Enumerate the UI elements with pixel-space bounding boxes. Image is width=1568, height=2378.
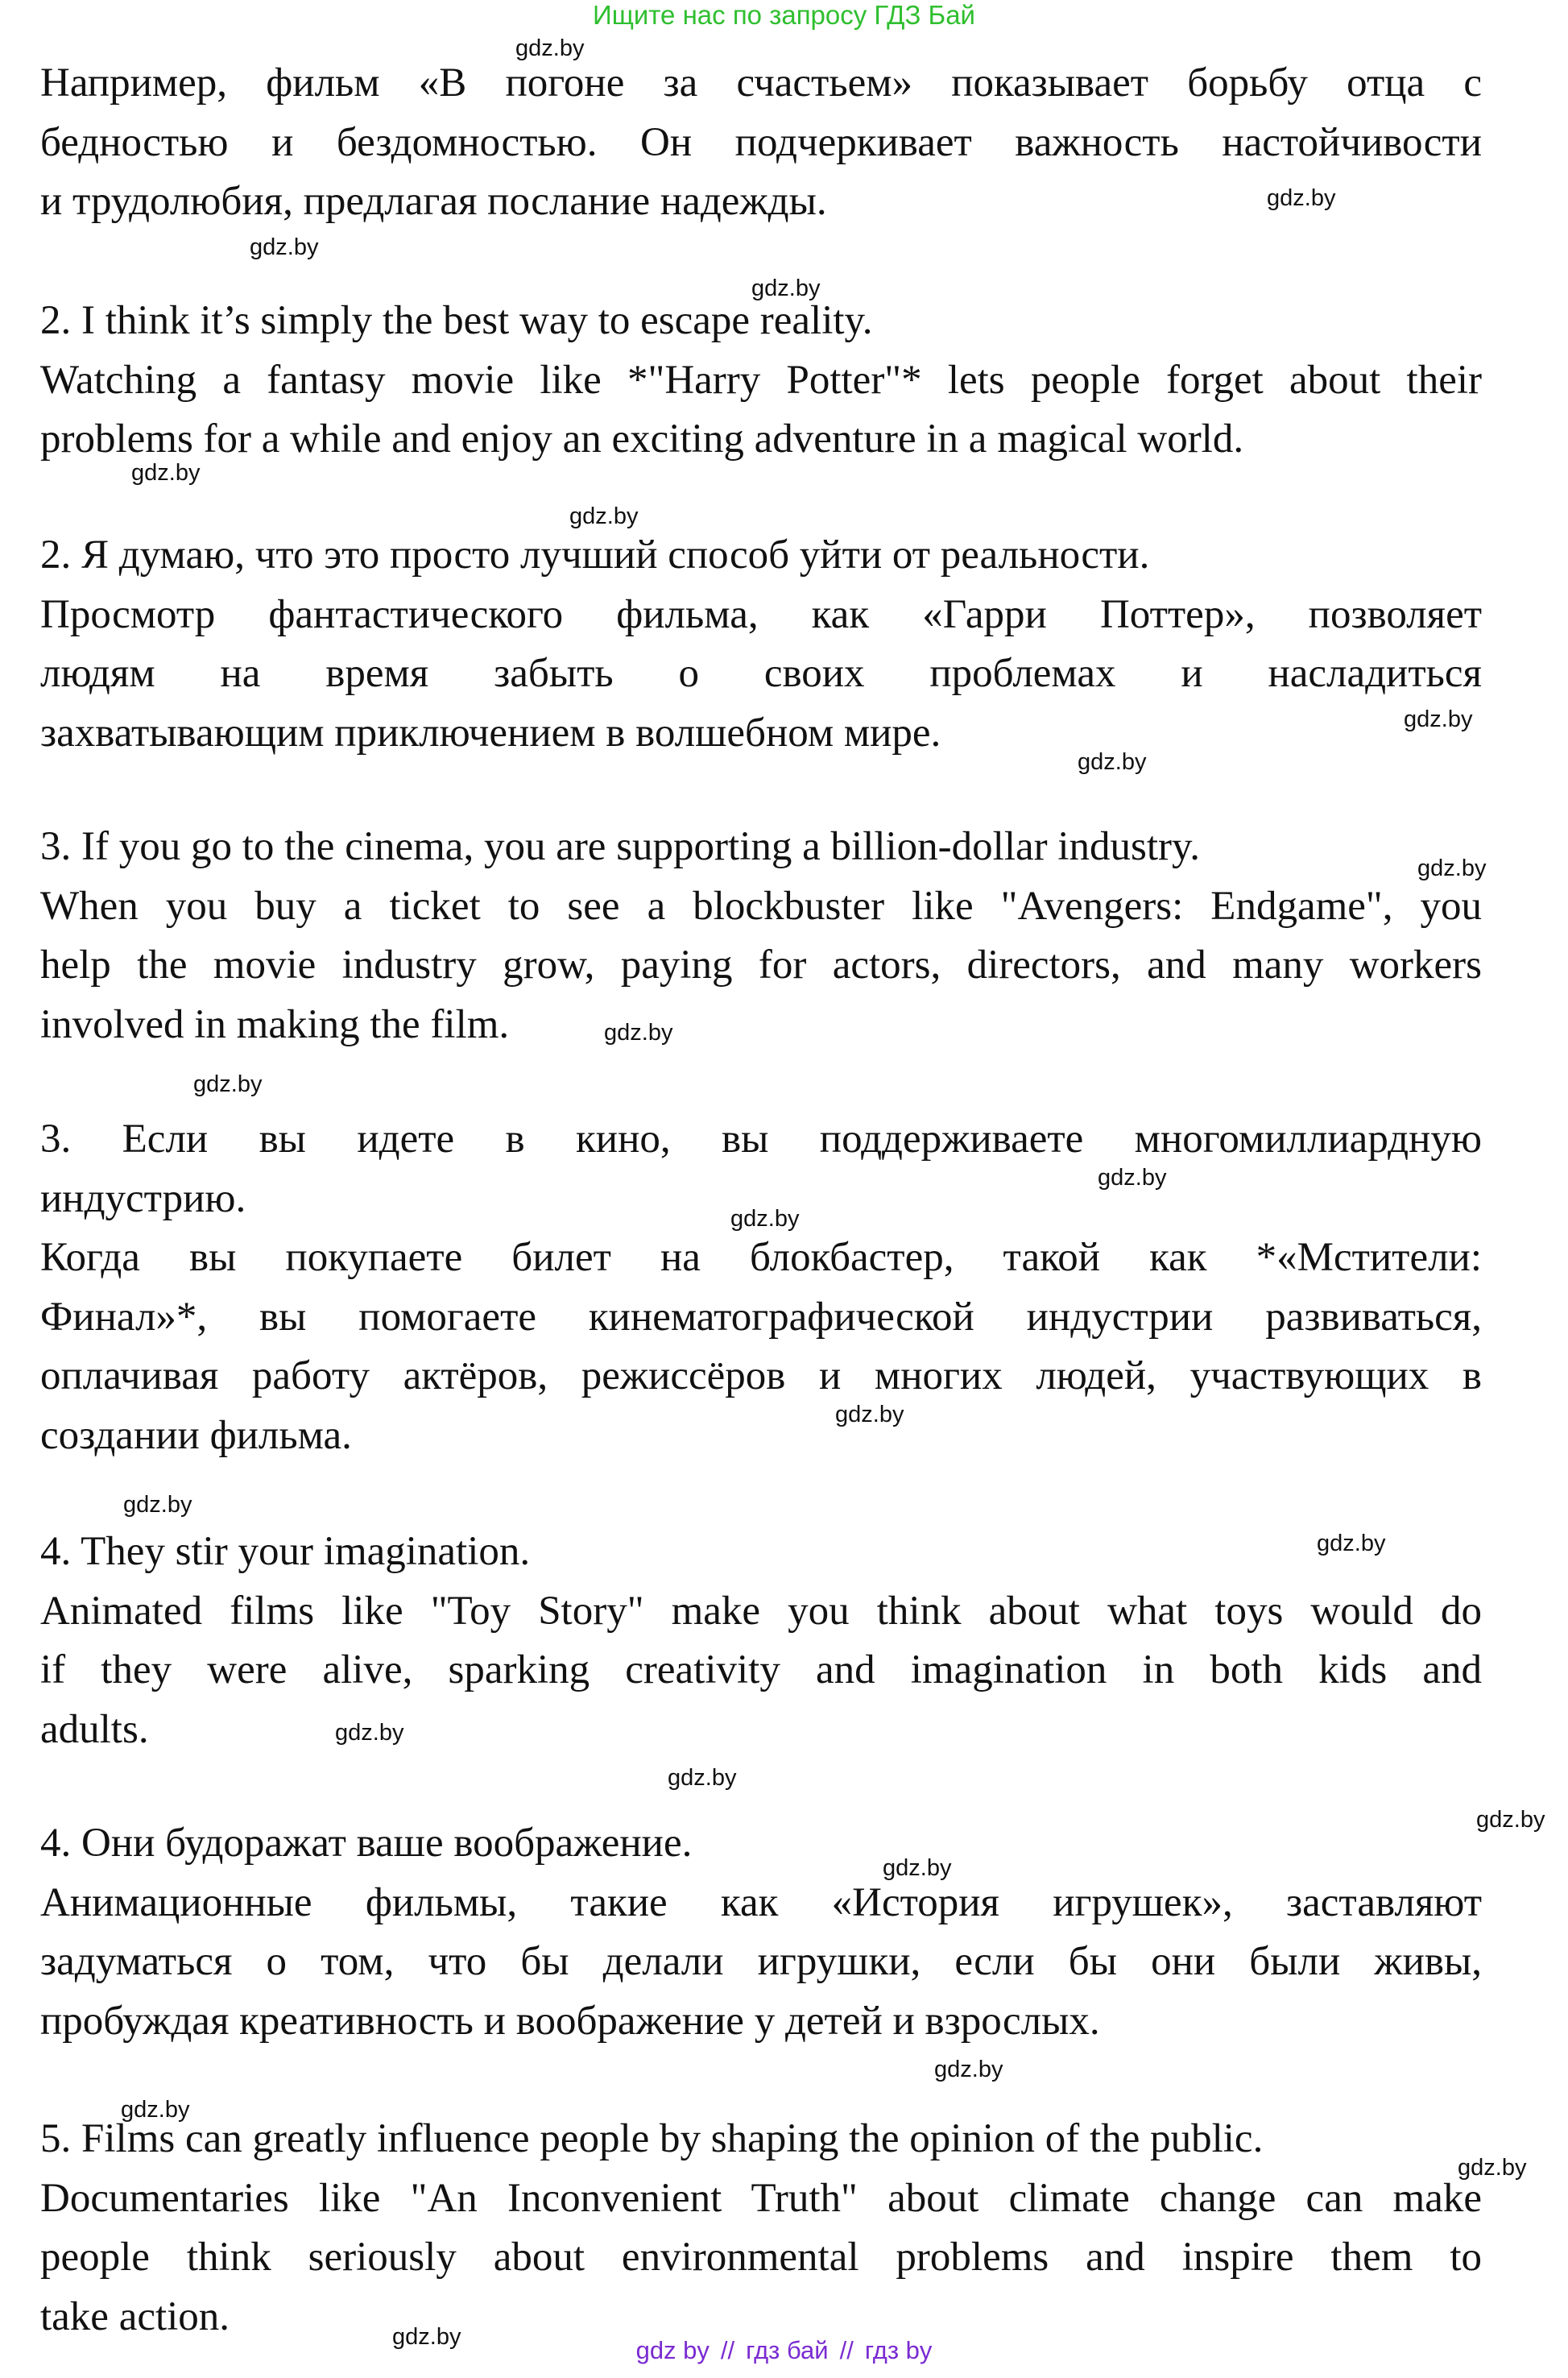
text-line: бедностью и бездомностью. Он подчеркивает важность настойчивости <box>40 119 1482 165</box>
paragraph-8 <box>40 2110 1482 2347</box>
footer-separator: // <box>839 2336 854 2364</box>
text-line: adults. <box>40 1706 149 1752</box>
footer-link-gdz-by-ru[interactable]: гдз by <box>864 2336 933 2364</box>
footer-links <box>0 2334 1568 2367</box>
text-line: 3. If you go to the cinema, you are supporting a billion-dollar industry. <box>40 824 1200 869</box>
text-line: Например, фильм «В погоне за счастьем» показывает борьбу отца с <box>40 60 1482 106</box>
text-line: When you buy a ticket to see a blockbuster like "Avengers: Endgame", you <box>40 883 1482 929</box>
paragraph-5 <box>40 1110 1482 1465</box>
watermark: gdz.by <box>751 276 821 301</box>
watermark: gdz.by <box>730 1206 800 1232</box>
text-line: задуматься о том, что бы делали игрушки, если бы они были живы, <box>40 1939 1482 1984</box>
text-line: индустрию. <box>40 1175 246 1221</box>
watermark: gdz.by <box>123 1492 192 1518</box>
watermark: gdz.by <box>250 234 319 260</box>
watermark: gdz.by <box>1476 1807 1545 1833</box>
paragraph-7 <box>40 1814 1482 2051</box>
text-line: захватывающим приключением в волшебном мире. <box>40 710 941 756</box>
text-line: involved in making the film. <box>40 1001 510 1047</box>
paragraph-1 <box>40 54 1482 232</box>
text-line: 2. Я думаю, что это просто лучший способ уйти от реальности. <box>40 532 1150 578</box>
footer-separator: // <box>720 2336 735 2364</box>
paragraph-3 <box>40 526 1482 763</box>
text-line: if they were alive, sparking creativity and imagination in both kids and <box>40 1647 1482 1692</box>
watermark: gdz.by <box>1404 706 1473 732</box>
text-line: Когда вы покупаете билет на блокбастер, такой как *«Мстители: <box>40 1235 1482 1280</box>
text-line: создании фильма. <box>40 1412 352 1458</box>
watermark: gdz.by <box>569 503 639 529</box>
text-line: Documentaries like "An Inconvenient Truth" about climate change can make <box>40 2175 1482 2221</box>
text-line: people think seriously about environmental problems and inspire them to <box>40 2235 1482 2280</box>
watermark: gdz.by <box>1417 856 1487 881</box>
text-line: пробуждая креативность и воображение у детей и взрослых. <box>40 1998 1100 2044</box>
paragraph-4 <box>40 818 1482 1054</box>
watermark: gdz.by <box>1458 2155 1527 2181</box>
watermark: gdz.by <box>335 1720 404 1746</box>
watermark: gdz.by <box>883 1855 952 1881</box>
text-line: Просмотр фантастического фильма, как «Гарри Поттер», позволяет <box>40 591 1482 637</box>
watermark: gdz.by <box>1267 185 1336 211</box>
watermark: gdz.by <box>604 1020 673 1046</box>
watermark: gdz.by <box>392 2324 461 2350</box>
text-line: Анимационные фильмы, такие как «История игрушек», заставляют <box>40 1879 1482 1925</box>
watermark: gdz.by <box>131 460 201 486</box>
watermark: gdz.by <box>835 1402 904 1427</box>
text-line: людям на время забыть о своих проблемах и насладиться <box>40 651 1482 696</box>
text-line: 4. Они будоражат ваше воображение. <box>40 1821 693 1866</box>
search-hint-banner: Ищите нас по запросу ГДЗ Бай <box>593 0 975 30</box>
paragraph-6 <box>40 1522 1482 1759</box>
text-line: take action. <box>40 2293 230 2339</box>
text-line: 2. I think it’s simply the best way to escape reality. <box>40 298 873 343</box>
watermark: gdz.by <box>121 2097 190 2123</box>
footer-link-gdz-bai[interactable]: гдз бай <box>746 2336 829 2364</box>
watermark: gdz.by <box>1317 1531 1386 1556</box>
text-line: Watching a fantasy movie like *"Harry Potter"* lets people forget about their <box>40 357 1482 403</box>
text-line: 3. Если вы идете в кино, вы поддерживаете многомиллиардную <box>40 1116 1482 1162</box>
text-line: 4. They stir your imagination. <box>40 1529 531 1574</box>
text-line: problems for a while and enjoy an exciting adventure in a magical world. <box>40 416 1244 462</box>
paragraph-2 <box>40 292 1482 470</box>
watermark: gdz.by <box>193 1071 263 1097</box>
footer-link-gdz-by[interactable]: gdz by <box>635 2336 710 2364</box>
watermark: gdz.by <box>934 2057 1003 2082</box>
text-line: оплачивая работу актёров, режиссёров и многих людей, участвующих в <box>40 1353 1482 1398</box>
text-line: и трудолюбия, предлагая послание надежды. <box>40 179 827 224</box>
text-line: help the movie industry grow, paying for actors, directors, and many workers <box>40 942 1482 988</box>
watermark: gdz.by <box>1078 749 1147 775</box>
text-line: Animated films like "Toy Story" make you think about what toys would do <box>40 1588 1482 1634</box>
text-line: Финал»*, вы помогаете кинематографической индустрии развиваться, <box>40 1294 1482 1340</box>
watermark: gdz.by <box>515 35 585 61</box>
watermark: gdz.by <box>668 1765 737 1791</box>
watermark: gdz.by <box>1098 1165 1167 1191</box>
text-line: 5. Films can greatly influence people by shaping the opinion of the public. <box>40 2116 1264 2161</box>
